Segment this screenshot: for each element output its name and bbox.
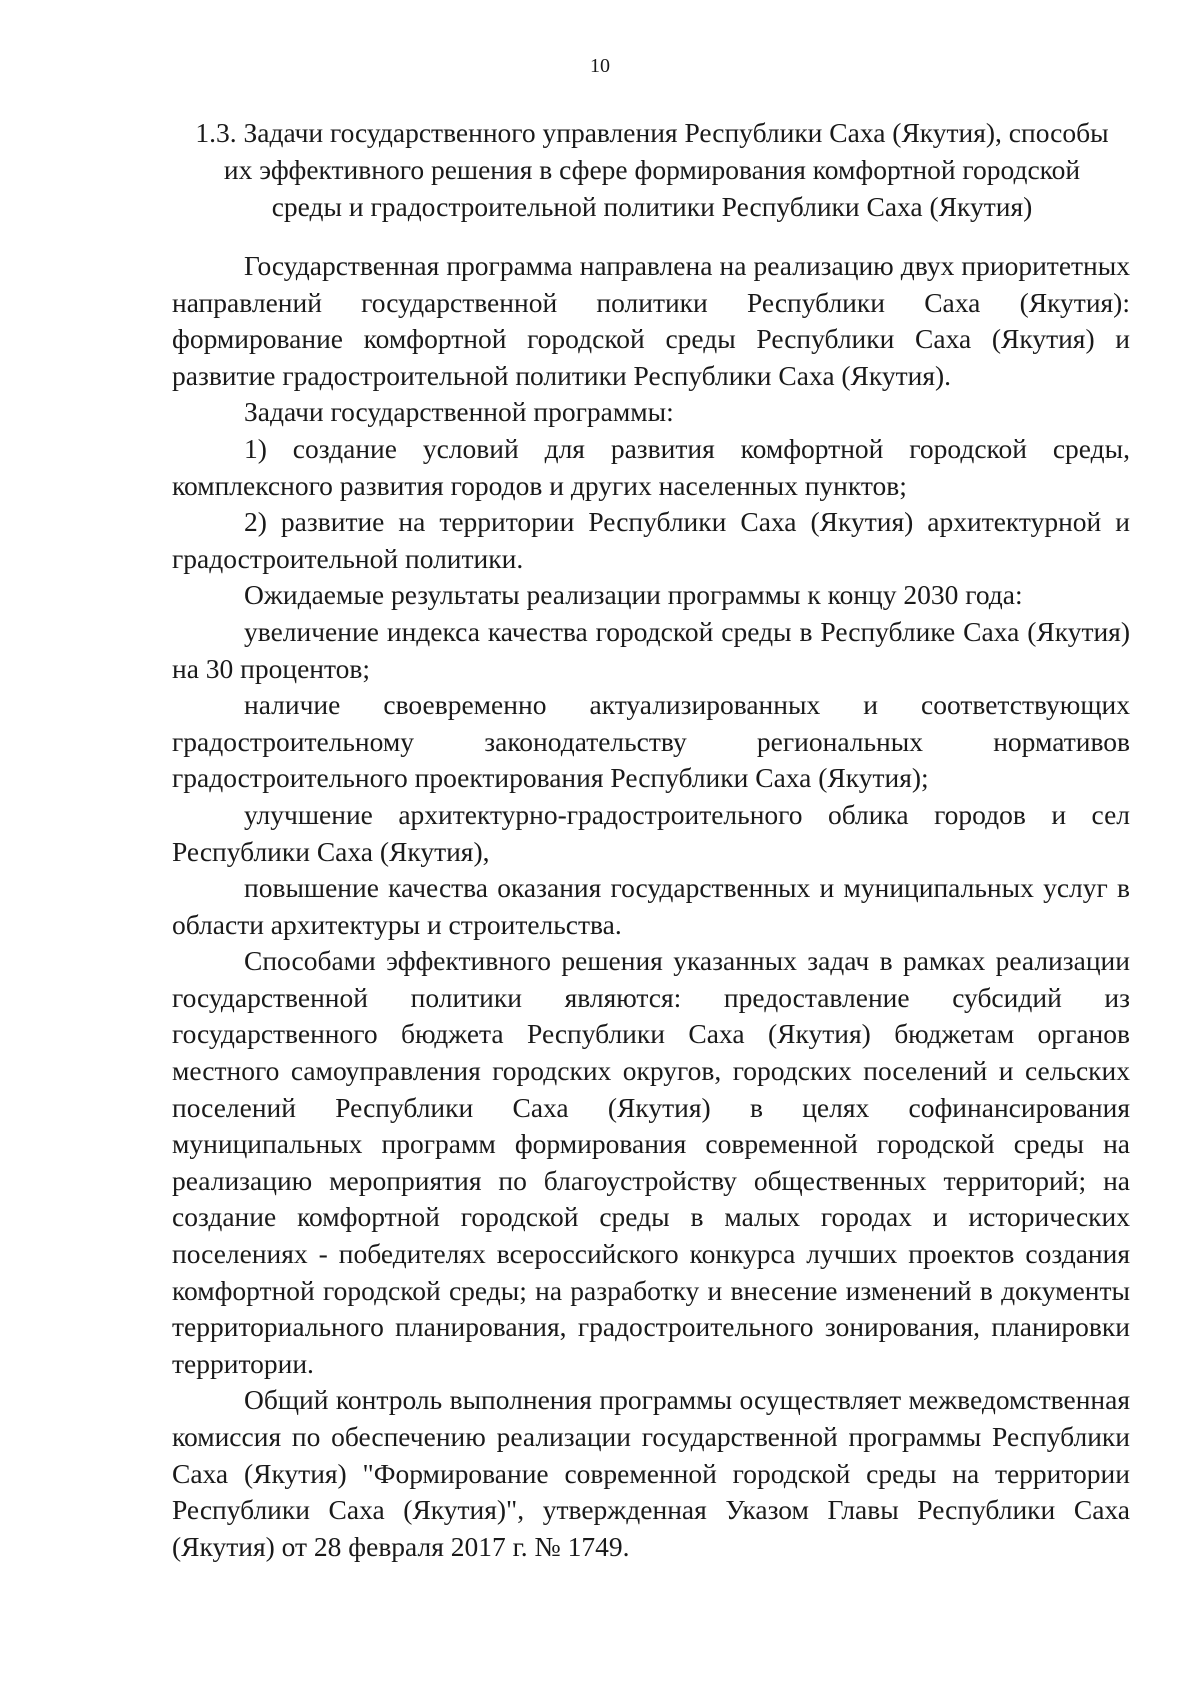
paragraph-result-services: повышение качества оказания государственных и муниципальных услуг в области архитектуры и строительства. (172, 872, 1130, 940)
paragraph-control: Общий контроль выполнения программы осуществляет межведомственная комиссия по обеспечению реализации государственной программы Республики Саха (Якутия) "Формирование современной городской среды на территории Республики Саха (Якутия)", утвержденная Указом Главы Республики Саха (Якутия) от 28 февраля 2017 г. № 1749. (172, 1384, 1130, 1562)
paragraph-methods: Способами эффективного решения указанных задач в рамках реализации государственной политики являются: предоставление субсидий из государственного бюджета Республики Саха (Якутия) бюджетам органов местного самоуправления городских округов, городских поселений и сельских поселений Республики Саха (Якутия) в целях софинансирования муниципальных программ формирования современной городской среды на реализацию мероприятия по благоустройству общественных территорий; на создание комфортной городской среды в малых городах и исторических поселениях - победителях всероссийского конкурса лучших проектов создания комфортной городской среды; на разработку и внесение изменений в документы территориального планирования, градостроительного зонирования, планировки территории. (172, 945, 1130, 1379)
paragraph-results-title: Ожидаемые результаты реализации программы к концу 2030 года: (244, 579, 1023, 611)
paragraph-task-2: 2) развитие на территории Республики Саха (Якутия) архитектурной и градостроительной политики. (172, 506, 1130, 574)
paragraph-program-directions: Государственная программа направлена на реализацию двух приоритетных направлений государственной политики Республики Саха (Якутия): формирование комфортной городской среды Республики Саха (Якутия) и развитие градостроительной политики Республики Саха (Якутия). (172, 250, 1130, 391)
page-number: 10 (590, 55, 610, 77)
body-text (172, 248, 1130, 1565)
paragraph-task-1: 1) создание условий для развития комфортной городской среды, комплексного развития городов и других населенных пунктов; (172, 432, 1130, 501)
paragraph-result-index: увеличение индекса качества городской среды в Республике Саха (Якутия) на 30 процентов; (172, 615, 1130, 684)
heading-line: 1.3. Задачи государственного управления Республики Саха (Якутия), способы (195, 117, 1109, 148)
heading-line: среды и градостроительной политики Республики Саха (Якутия) (271, 191, 1033, 222)
heading-line: их эффективного решения в сфере формирования комфортной городской (223, 154, 1081, 185)
paragraph-tasks-title: Задачи государственной программы: (244, 396, 674, 428)
paragraph-result-appearance: улучшение архитектурно-градостроительного облика городов и сел Республики Саха (Якутия), (172, 798, 1130, 867)
paragraph-result-norms: наличие своевременно актуализированных и соответствующих градостроительному законодательству региональных нормативов градостроительного проектирования Республики Саха (Якутия); (172, 689, 1130, 794)
section-heading (172, 114, 1132, 225)
